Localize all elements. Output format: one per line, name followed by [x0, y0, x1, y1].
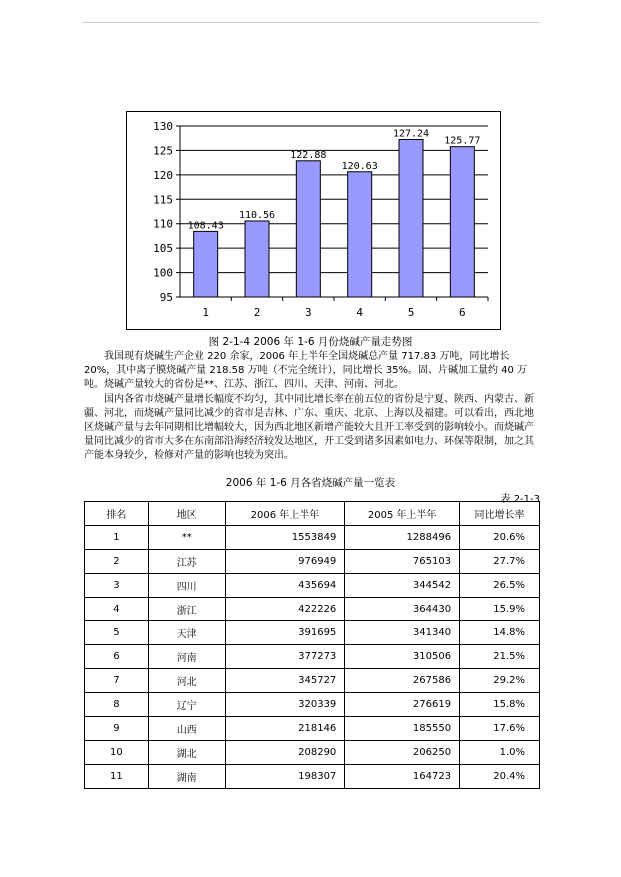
- region-cell: 四川: [148, 573, 225, 597]
- growth-rate-cell: 1.0%: [460, 740, 540, 764]
- table-row: [85, 693, 540, 717]
- rank-cell: 1: [85, 525, 149, 549]
- data-label: 127.24: [392, 128, 430, 140]
- y-tick-label: 120: [153, 168, 173, 182]
- data-label: 108.43: [187, 220, 224, 232]
- production-2006-cell: 1553849: [225, 525, 345, 549]
- rank-cell: 3: [85, 573, 149, 597]
- production-2006-cell: 377273: [225, 645, 345, 669]
- y-tick-label: 105: [153, 242, 173, 256]
- y-tick-label: 100: [153, 266, 173, 280]
- growth-rate-cell: 26.5%: [460, 573, 540, 597]
- table-number: 表 2-1-3: [500, 494, 540, 505]
- chart-caption: 图 2-1-4 2006 年 1-6 月份烧碱产量走势图: [208, 336, 413, 348]
- table-row: [85, 740, 540, 764]
- table-row: [85, 621, 540, 645]
- production-2006-cell: 435694: [225, 573, 345, 597]
- data-label: 122.88: [290, 149, 327, 161]
- production-2006-cell: 345727: [225, 669, 345, 693]
- production-2005-cell: 185550: [345, 717, 460, 741]
- rank-cell: 5: [85, 621, 149, 645]
- region-cell: **: [148, 525, 225, 549]
- province-production-table: [84, 501, 540, 789]
- rank-cell: 7: [85, 669, 149, 693]
- production-2005-cell: 164723: [345, 764, 460, 788]
- body-text: [84, 350, 540, 464]
- header-growth: 同比增长率: [460, 502, 540, 526]
- production-2005-cell: 206250: [345, 740, 460, 764]
- table-row: [85, 573, 540, 597]
- bar: [245, 221, 269, 297]
- paragraph-2: 国内各省市烧碱产量增长幅度不均匀，其中同比增长率在前五位的省份是宁夏、陕西、内蒙古、新疆、河北，而烧碱产量同比减少的省市是吉林、广东、重庆、北京、上海以及福建。可以看出，西北地区烧碱产量与去年同期相比增幅较大，因为西北地区新增产能较大且开工率受到的影响较小。而烧碱产量同比减少的省市大多在东南部沿海经济较发达地区，开工受到诸多因素如电力、环保等限制，加之其产能本身较少，检修对产量的影响也较为突出。: [84, 393, 534, 462]
- rank-cell: 6: [85, 645, 149, 669]
- production-2005-cell: 267586: [345, 669, 460, 693]
- table-row: [85, 525, 540, 549]
- rank-cell: 2: [85, 549, 149, 573]
- header-rule: [82, 22, 540, 23]
- header-2005-h1: 2005 年上半年: [345, 502, 460, 526]
- x-tick-label: 4: [356, 306, 363, 319]
- growth-rate-cell: 27.7%: [460, 549, 540, 573]
- region-cell: 湖北: [148, 740, 225, 764]
- region-cell: 山西: [148, 717, 225, 741]
- table-row: [85, 717, 540, 741]
- paragraph-1: 我国现有烧碱生产企业 220 余家，2006 年上半年全国烧碱总产量 717.83 万吨，同比增长 20%，其中离子膜烧碱产量 218.58 万吨（不完全统计），同比增长 35%。固、片碱加工量约 40 万吨。烧碱产量较大的省份是**、江苏、浙江、四川、天津、河南、河北。: [84, 351, 528, 391]
- x-tick-label: 2: [253, 306, 261, 319]
- bar: [450, 147, 474, 297]
- y-tick-label: 95: [159, 291, 173, 304]
- region-cell: 浙江: [148, 597, 225, 621]
- chart-frame: [126, 111, 501, 330]
- production-2006-cell: 422226: [225, 597, 345, 621]
- region-cell: 河北: [148, 669, 225, 693]
- y-tick-label: 115: [153, 193, 173, 207]
- table-header-row: [85, 502, 540, 526]
- rank-cell: 10: [85, 740, 149, 764]
- header-rank: 排名: [85, 502, 149, 526]
- table-row: [85, 764, 540, 788]
- growth-rate-cell: 21.5%: [460, 645, 540, 669]
- header-region: 地区: [148, 502, 225, 526]
- production-2006-cell: 976949: [225, 549, 345, 573]
- x-tick-label: 5: [407, 306, 415, 319]
- rank-cell: 9: [85, 717, 149, 741]
- growth-rate-cell: 20.4%: [460, 764, 540, 788]
- rank-cell: 4: [85, 597, 149, 621]
- bar: [296, 161, 320, 297]
- bar: [194, 231, 218, 297]
- data-label: 110.56: [238, 209, 276, 221]
- region-cell: 湖南: [148, 764, 225, 788]
- x-tick-label: 1: [202, 306, 209, 319]
- y-tick-label: 130: [153, 120, 173, 133]
- data-label: 125.77: [444, 135, 481, 147]
- bar: [399, 139, 423, 297]
- region-cell: 辽宁: [148, 693, 225, 717]
- production-2006-cell: 391695: [225, 621, 345, 645]
- header-2006-h1: 2006 年上半年: [225, 502, 345, 526]
- region-cell: 江苏: [148, 549, 225, 573]
- x-tick-label: 6: [459, 306, 466, 319]
- production-trend-chart: [127, 112, 502, 331]
- y-tick-label: 125: [153, 144, 173, 158]
- data-label: 120.63: [341, 160, 378, 172]
- production-2005-cell: 276619: [345, 693, 460, 717]
- production-2005-cell: 344542: [345, 573, 460, 597]
- production-2006-cell: 218146: [225, 717, 345, 741]
- production-2005-cell: 310506: [345, 645, 460, 669]
- production-2005-cell: 765103: [345, 549, 460, 573]
- table-row: [85, 645, 540, 669]
- growth-rate-cell: 17.6%: [460, 717, 540, 741]
- production-2005-cell: 364430: [345, 597, 460, 621]
- table-row: [85, 597, 540, 621]
- growth-rate-cell: 20.6%: [460, 525, 540, 549]
- table-row: [85, 549, 540, 573]
- growth-rate-cell: 14.8%: [460, 621, 540, 645]
- table-title: 2006 年 1-6 月各省烧碱产量一览表: [225, 477, 396, 489]
- growth-rate-cell: 15.9%: [460, 597, 540, 621]
- y-tick-label: 110: [153, 217, 173, 231]
- table-row: [85, 669, 540, 693]
- bar: [348, 172, 372, 297]
- rank-cell: 11: [85, 764, 149, 788]
- production-2005-cell: 1288496: [345, 525, 460, 549]
- growth-rate-cell: 29.2%: [460, 669, 540, 693]
- region-cell: 天津: [148, 621, 225, 645]
- production-2006-cell: 198307: [225, 764, 345, 788]
- rank-cell: 8: [85, 693, 149, 717]
- x-tick-label: 3: [305, 306, 312, 319]
- production-2005-cell: 341340: [345, 621, 460, 645]
- region-cell: 河南: [148, 645, 225, 669]
- production-2006-cell: 320339: [225, 693, 345, 717]
- production-2006-cell: 208290: [225, 740, 345, 764]
- growth-rate-cell: 15.8%: [460, 693, 540, 717]
